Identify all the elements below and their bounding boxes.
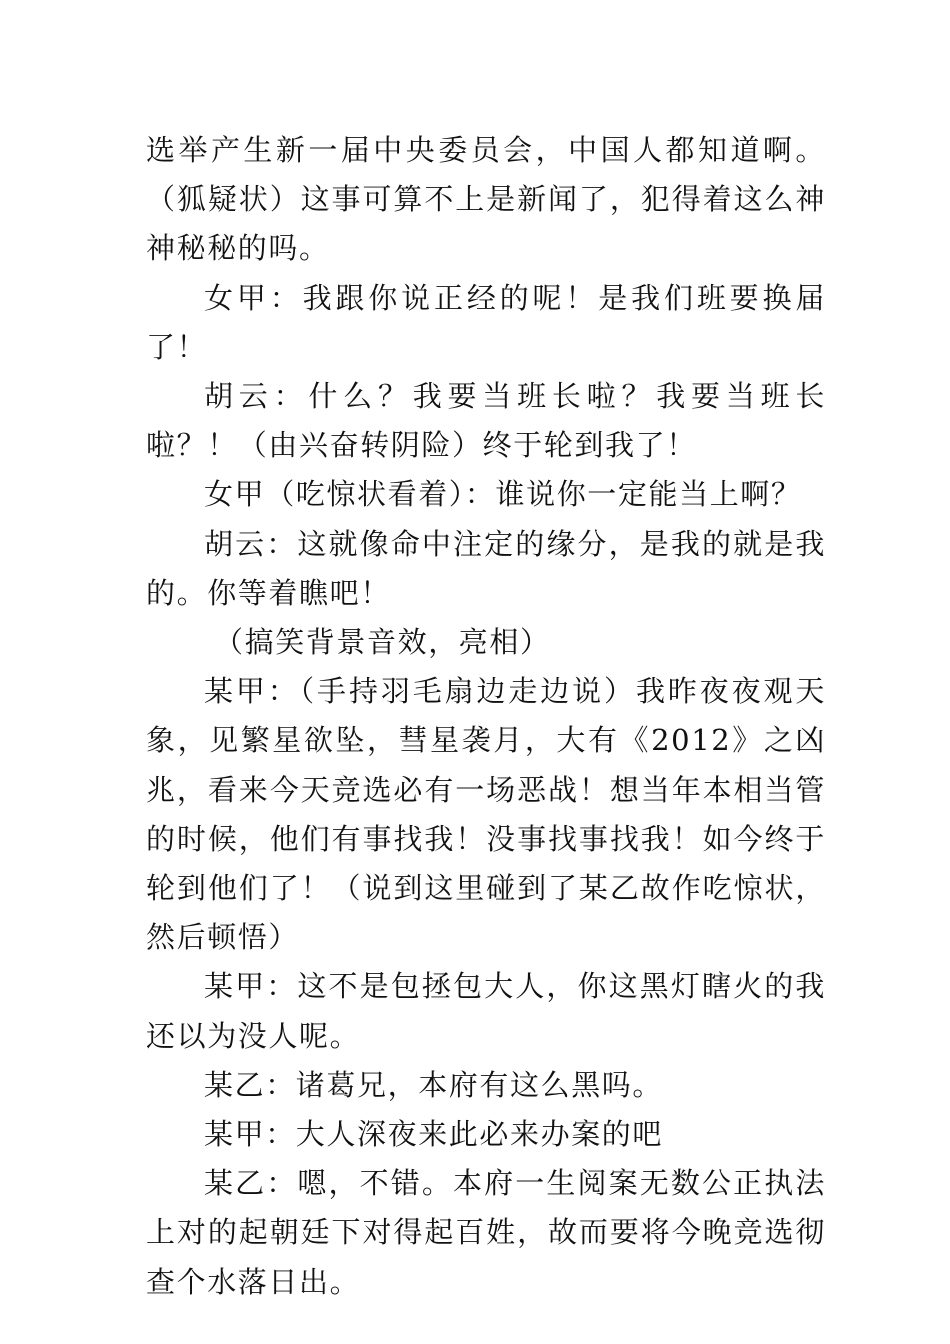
paragraph-nvjia-line-2: 女甲（吃惊状看着）：谁说你一定能当上啊？ — [204, 477, 802, 512]
paragraph-huyun-line-1: 胡云：什么？我要当班长啦？我要当班长啦？！（由兴奋转阴险）终于轮到我了！ — [146, 379, 826, 463]
paragraph-mouyi-line-1: 某乙：诸葛兄，本府有这么黑吗。 — [204, 1067, 664, 1102]
paragraph-mouyi-line-2: 某乙：嗯，不错。本府一生阅案无数公正执法上对的起朝廷下对得起百姓，故而要将今晚竞选彻查个水落日出。 — [146, 1166, 826, 1299]
paragraph-nvjia-line-1: 女甲：我跟你说正经的呢！是我们班要换届了！ — [146, 280, 826, 364]
paragraph-continued-dialogue: 选举产生新一届中央委员会，中国人都知道啊。（狐疑状）这事可算不上是新闻了，犯得着这么神神秘秘的吗。 — [146, 133, 826, 266]
paragraph-huyun-line-2: 胡云：这就像命中注定的缘分，是我的就是我的。你等着瞧吧！ — [146, 526, 826, 610]
paragraph-moujia-line-3: 某甲：大人深夜来此必来办案的吧 — [204, 1117, 664, 1152]
paragraph-moujia-line-2: 某甲：这不是包拯包大人，你这黑灯瞎火的我还以为没人呢。 — [146, 969, 826, 1053]
paragraph-moujia-line-1: 某甲：（手持羽毛扇边走边说）我昨夜夜观天象，见繁星欲坠，彗星袭月，大有《2012》之凶兆，看来今天竞选必有一场恶战！想当年本相当管的时候，他们有事找我！没事找事找我！如今终于轮到他们了！（说到这里碰到了某乙故作吃惊状，然后顿悟） — [146, 674, 826, 955]
paragraph-stage-direction: （搞笑背景音效，亮相） — [214, 625, 551, 660]
script-text-body — [146, 126, 826, 1307]
